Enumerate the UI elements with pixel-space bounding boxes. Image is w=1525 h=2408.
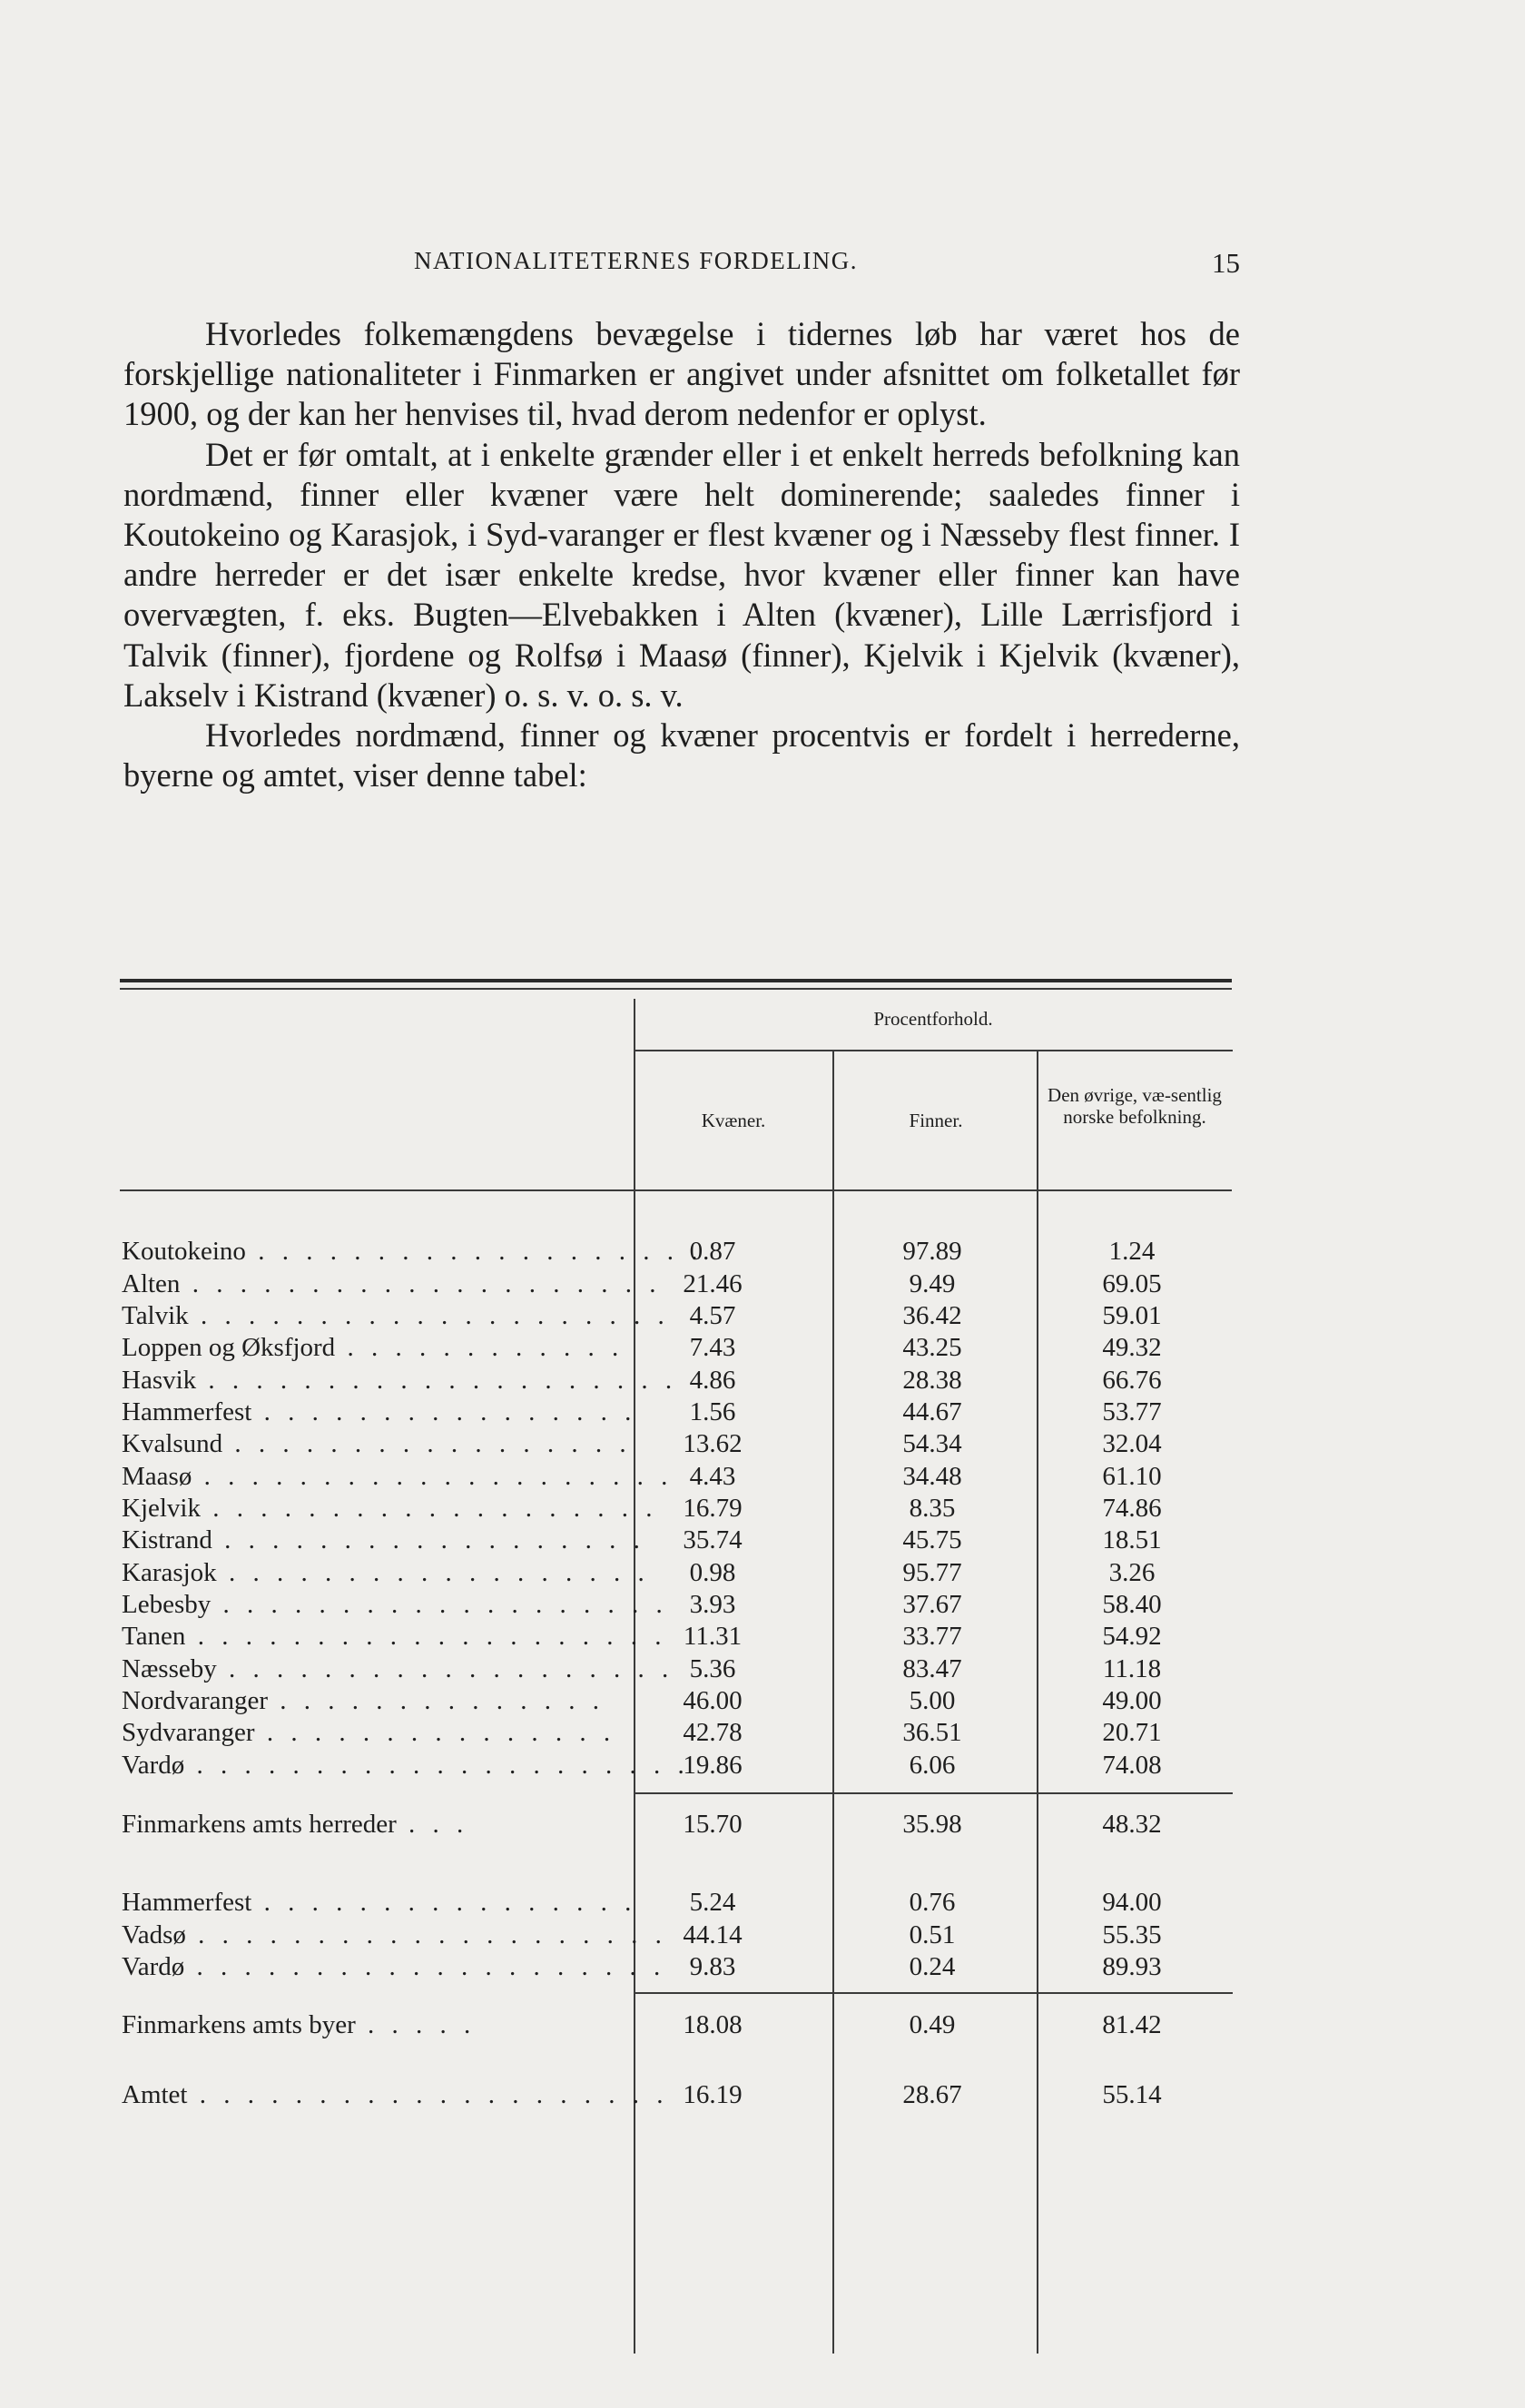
table-row: Vardø . . . . . . . . . . . . . . . . . . . . 9.83 0.24 89.93	[120, 1952, 1236, 1985]
ovrige-value: 61.10	[1102, 1462, 1162, 1491]
row-name: Vardø	[122, 1952, 185, 1981]
kvaener-value: 44.14	[683, 1920, 743, 1949]
kvaener-value: 16.19	[683, 2080, 743, 2109]
ovrige-value: 1.24	[1108, 1237, 1156, 1266]
kvaener-value: 35.74	[683, 1525, 743, 1554]
ovrige-value: 55.14	[1102, 2080, 1162, 2109]
finner-value: 45.75	[902, 1525, 962, 1554]
row-name: Vardø	[122, 1751, 185, 1780]
table-row: Karasjok . . . . . . . . . . . . . . . . . . 0.98 95.77 3.26	[120, 1558, 1236, 1591]
kvaener-value: 9.83	[689, 1952, 736, 1981]
row-name: Koutokeino	[122, 1237, 246, 1266]
row-name: Amtet	[122, 2080, 188, 2109]
table-row: Loppen og Øksfjord . . . . . . . . . . . . 7.43 43.25 49.32	[120, 1333, 1236, 1366]
row-name: Hammerfest	[122, 1397, 252, 1426]
kvaener-value: 0.87	[689, 1237, 736, 1266]
table-row: Kistrand . . . . . . . . . . . . . . . . . . 35.74 45.75 18.51	[120, 1525, 1236, 1558]
kvaener-value: 5.24	[689, 1888, 736, 1917]
finner-value: 28.38	[902, 1366, 962, 1395]
kvaener-value: 13.62	[683, 1429, 743, 1458]
ovrige-value: 74.08	[1102, 1751, 1162, 1780]
byer-sum-rule	[634, 1992, 1233, 1994]
table-row: Næsseby . . . . . . . . . . . . . . . . . . . 5.36 83.47 11.18	[120, 1654, 1236, 1687]
row-name: Kvalsund	[122, 1429, 223, 1458]
body-text	[123, 314, 1240, 795]
finner-value: 0.76	[909, 1888, 956, 1917]
ovrige-value: 11.18	[1102, 1654, 1162, 1683]
ovrige-value: 66.76	[1102, 1366, 1162, 1395]
table-top-rule	[120, 979, 1232, 982]
row-name: Nordvaranger	[122, 1686, 269, 1715]
kvaener-value: 19.86	[683, 1751, 743, 1780]
page-header	[123, 247, 1240, 283]
ovrige-value: 74.86	[1102, 1494, 1162, 1523]
row-name: Finmarkens amts herreder	[122, 1810, 397, 1839]
table-row: Hammerfest . . . . . . . . . . . . . . . . 5.24 0.76 94.00	[120, 1888, 1236, 1920]
table-row: Maasø . . . . . . . . . . . . . . . . . . . . 4.43 34.48 61.10	[120, 1462, 1236, 1495]
kvaener-value: 4.57	[689, 1301, 736, 1330]
finner-value: 35.98	[902, 1810, 962, 1839]
finner-value: 83.47	[902, 1654, 962, 1683]
kvaener-value: 1.56	[689, 1397, 736, 1426]
table-row: Lebesby . . . . . . . . . . . . . . . . . . . 3.93 37.67 58.40	[120, 1590, 1236, 1623]
finner-value: 0.51	[909, 1920, 956, 1949]
finner-value: 97.89	[902, 1237, 962, 1266]
col-header-kvaener: Kvæner.	[701, 1110, 766, 1131]
page-number: 15	[1212, 247, 1240, 279]
row-name: Kjelvik	[122, 1494, 201, 1523]
kvaener-value: 3.93	[689, 1590, 736, 1619]
row-name: Hammerfest	[122, 1888, 252, 1917]
col-header-ovrige: Den øvrige, væ-sentlig norske befolkning.	[1048, 1084, 1222, 1128]
table-row: Sydvaranger . . . . . . . . . . . . . . . 42.78 36.51 20.71	[120, 1718, 1236, 1751]
finner-value: 33.77	[902, 1622, 962, 1651]
table-row: Hasvik . . . . . . . . . . . . . . . . . . . . 4.86 28.38 66.76	[120, 1366, 1236, 1398]
ovrige-value: 18.51	[1102, 1525, 1162, 1554]
kvaener-value: 15.70	[683, 1810, 743, 1839]
table-row: Koutokeino . . . . . . . . . . . . . . . . . . . 0.87 97.89 1.24	[120, 1237, 1236, 1269]
table-row: Nordvaranger . . . . . . . . . . . . . . 46.00 5.00 49.00	[120, 1686, 1236, 1719]
kvaener-value: 46.00	[683, 1686, 743, 1715]
table-row: Vadsø . . . . . . . . . . . . . . . . . . . . 44.14 0.51 55.35	[120, 1920, 1236, 1953]
finner-value: 54.34	[902, 1429, 962, 1458]
table-row: Kjelvik . . . . . . . . . . . . . . . . . . . 16.79 8.35 74.86	[120, 1494, 1236, 1526]
ovrige-value: 69.05	[1102, 1269, 1162, 1298]
finner-value: 0.24	[909, 1952, 956, 1981]
header-bottom-rule	[120, 1189, 1232, 1191]
finner-value: 34.48	[902, 1462, 962, 1491]
kvaener-value: 11.31	[683, 1622, 743, 1651]
row-name: Sydvaranger	[122, 1718, 255, 1747]
ovrige-value: 81.42	[1102, 2010, 1162, 2039]
finner-value: 44.67	[902, 1397, 962, 1426]
table-row: Kvalsund . . . . . . . . . . . . . . . . . 13.62 54.34 32.04	[120, 1429, 1236, 1462]
ovrige-value: 20.71	[1102, 1718, 1162, 1747]
row-name: Hasvik	[122, 1366, 197, 1395]
kvaener-value: 0.98	[689, 1558, 736, 1587]
table-row: Alten . . . . . . . . . . . . . . . . . . . . 21.46 9.49 69.05	[120, 1269, 1236, 1302]
finner-value: 37.67	[902, 1590, 962, 1619]
kvaener-value: 4.86	[689, 1366, 736, 1395]
row-name: Talvik	[122, 1301, 189, 1330]
finner-value: 28.67	[902, 2080, 962, 2109]
ovrige-value: 94.00	[1102, 1888, 1162, 1917]
table-top-rule-thin	[120, 988, 1232, 990]
finner-value: 36.42	[902, 1301, 962, 1330]
row-name: Kistrand	[122, 1525, 212, 1554]
kvaener-value: 5.36	[689, 1654, 736, 1683]
row-name: Tanen	[122, 1622, 186, 1651]
table-row: Tanen . . . . . . . . . . . . . . . . . . . . 11.31 33.77 54.92	[120, 1622, 1236, 1654]
finner-value: 5.00	[909, 1686, 956, 1715]
amtet-total-row: Amtet . . . . . . . . . . . . . . . . . . . . 16.19 28.67 55.14	[120, 2080, 1236, 2113]
kvaener-value: 21.46	[683, 1269, 743, 1298]
ovrige-value: 53.77	[1102, 1397, 1162, 1426]
byer-total-row: Finmarkens amts byer . . . . . 18.08 0.49 81.42	[120, 2010, 1236, 2043]
herreder-sum-rule	[634, 1792, 1233, 1794]
herreder-total-row: Finmarkens amts herreder . . . 15.70 35.98 48.32	[120, 1810, 1236, 1842]
finner-value: 9.49	[909, 1269, 956, 1298]
row-name: Næsseby	[122, 1654, 217, 1683]
finner-value: 36.51	[902, 1718, 962, 1747]
ovrige-value: 58.40	[1102, 1590, 1162, 1619]
col-header-finner: Finner.	[909, 1110, 963, 1131]
ovrige-value: 59.01	[1102, 1301, 1162, 1330]
row-name: Vadsø	[122, 1920, 186, 1949]
finner-value: 95.77	[902, 1558, 962, 1587]
running-title: NATIONALITETERNES FORDELING.	[414, 247, 858, 274]
row-name: Lebesby	[122, 1590, 212, 1619]
table-row: Hammerfest . . . . . . . . . . . . . . . . 1.56 44.67 53.77	[120, 1397, 1236, 1430]
table-row: Vardø . . . . . . . . . . . . . . . . . . . . . 19.86 6.06 74.08	[120, 1751, 1236, 1783]
finner-value: 8.35	[909, 1494, 956, 1523]
paragraph-1: Hvorledes folkemængdens bevægelse i tidernes løb har været hos de forskjellige nationaliteter i Finmarken er angivet under afsnittet om folketallet før 1900, og der kan her henvises til, hvad derom nedenfor er oplyst.	[123, 315, 1240, 433]
ovrige-value: 49.32	[1102, 1333, 1162, 1362]
table-row: Talvik . . . . . . . . . . . . . . . . . . . . 4.57 36.42 59.01	[120, 1301, 1236, 1334]
ovrige-value: 55.35	[1102, 1920, 1162, 1949]
row-name: Finmarkens amts byer	[122, 2010, 356, 2039]
ovrige-value: 3.26	[1108, 1558, 1156, 1587]
ovrige-value: 49.00	[1102, 1686, 1162, 1715]
group-header-rule	[634, 1050, 1233, 1051]
row-name: Karasjok	[122, 1558, 217, 1587]
ovrige-value: 54.92	[1102, 1622, 1162, 1651]
finner-value: 0.49	[909, 2010, 956, 2039]
kvaener-value: 42.78	[683, 1718, 743, 1747]
finner-value: 43.25	[902, 1333, 962, 1362]
ovrige-value: 48.32	[1102, 1810, 1162, 1839]
ovrige-value: 32.04	[1102, 1429, 1162, 1458]
paragraph-3: Hvorledes nordmænd, finner og kvæner procentvis er fordelt i herrederne, byerne og amtet, viser denne tabel:	[123, 716, 1240, 794]
kvaener-value: 18.08	[683, 2010, 743, 2039]
group-header: Procentforhold.	[873, 1008, 993, 1030]
paragraph-2: Det er før omtalt, at i enkelte grænder eller i et enkelt herreds befolkning kan nordmænd, finner eller kvæner være helt dominerende; saaledes finner i Koutokeino og Karasjok, i Syd-varanger er flest kvæner og i Næsseby flest finner. I andre herreder er det især enkelte kredse, hvor kvæner eller finner kan have overvægten, f. eks. Bugten—Elvebakken i Alten (kvæner), Lille Lærrisfjord i Talvik (finner), fjordene og Rolfsø i Maasø (finner), Kjelvik i Kjelvik (kvæner), Lakselv i Kistrand (kvæner) o. s. v. o. s. v.	[123, 435, 1240, 714]
ovrige-value: 89.93	[1102, 1952, 1162, 1981]
kvaener-value: 7.43	[689, 1333, 736, 1362]
row-name: Loppen og Øksfjord	[122, 1333, 336, 1362]
kvaener-value: 16.79	[683, 1494, 743, 1523]
row-name: Maasø	[122, 1462, 192, 1491]
row-name: Alten	[122, 1269, 181, 1298]
kvaener-value: 4.43	[689, 1462, 736, 1491]
finner-value: 6.06	[909, 1751, 956, 1780]
